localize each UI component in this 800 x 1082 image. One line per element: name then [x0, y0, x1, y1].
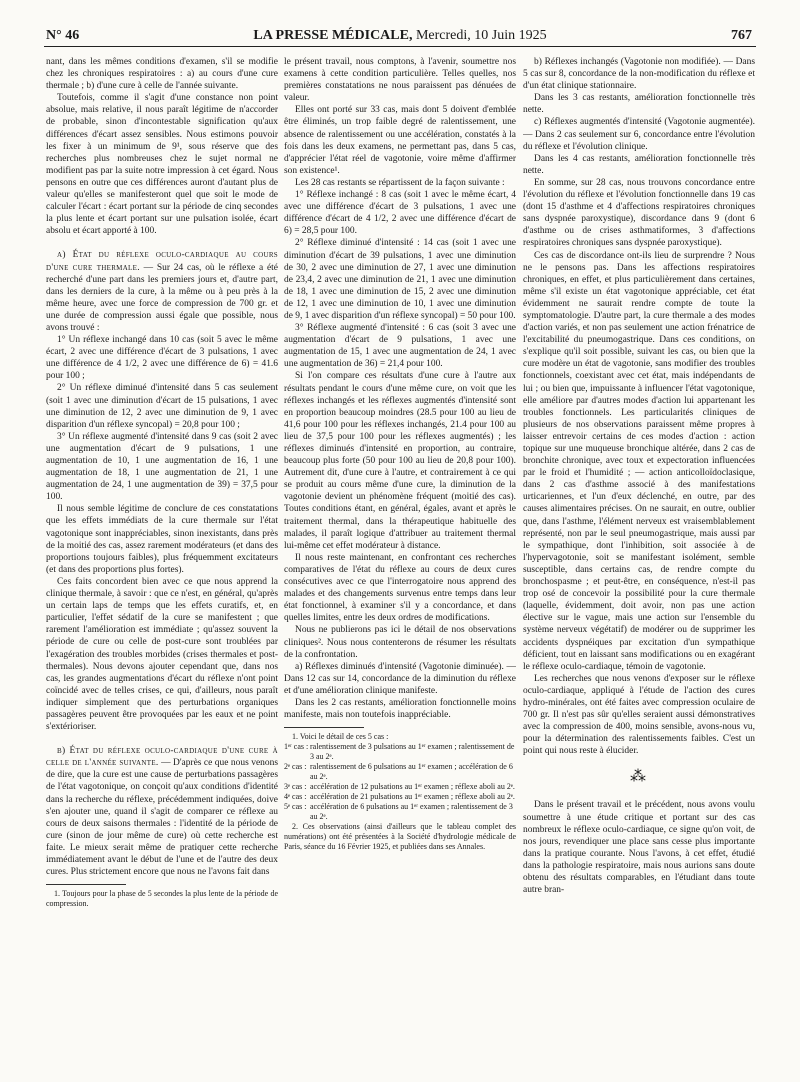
publication-name: LA PRESSE MÉDICALE,	[253, 28, 413, 43]
case-label: 3ᵉ cas :	[284, 782, 307, 792]
page-header	[44, 26, 756, 47]
publication-date: Mercredi, 10 Juin 1925	[412, 28, 547, 43]
paragraph: Il nous semble légitime de conclure de ces constatations que les effets immédiats de la cure thermale sur l'état vagotonique sont inappréciables, sinon inexistants, dans près de la moitié des cas, assez rarement modérateurs (et dans des proportions toujours faibles), plus fréquemment excitateurs (et dans des proportions plus fortes).	[46, 504, 278, 575]
paragraph: Dans le présent travail et le précédent, nous avons voulu soumettre à une étude critique et portant sur des cas nombreux le réflexe oculo-cardiaque, ce signe qu'on voit, de nos jours, revendiquer une place sans cesse plus importante dans la pratique courante. Nous l'avons, à cet effet, étudié dans la pathologie respiratoire, mais nous aurions sans doute obtenu des résultats comparables, en l'étudiant dans toute autre bran-	[523, 800, 755, 896]
paragraph: Dans les 4 cas restants, amélioration fonctionnelle très nette.	[523, 153, 755, 176]
paragraph: Elles ont porté sur 33 cas, mais dont 5 doivent d'emblée être éliminés, un trop faible degré de ralentissement, une absence de ralentissement ou une accélération, constatés à la fois dans les deux examens, ne permettant pas, dans 5 cas, d'apprécier l'état réel de vagotonie, voire même d'affirmer son existence¹.	[284, 105, 516, 176]
case-detail: accélération de 12 pulsations au 1ᵉʳ examen ; réflexe aboli au 2ᵉ.	[310, 782, 515, 792]
paragraph: Dans les 3 cas restants, amélioration fonctionnelle très nette.	[523, 93, 755, 116]
paragraph: Toutefois, comme il s'agit d'une constance non point absolue, mais relative, il nous paraît légitime de n'accorder de probable, sinon d'incontestable signification qu'aux différences d'écart assez sensibles. Nous estimons pouvoir les fixer à un minimum de 9¹, sous réserve que des recherches plus nombreuses chez le sujet normal ne modifient pas par la suite notre impression à cet égard. Nous pensons en outre que ces différences auront d'autant plus de valeur qu'elles se manifesteront quel que soit le mode de calculer l'écart : écart portant sur la période de cinq secondes la plus lente et écart portant sur une pulsation isolée, écart absolu et écart apporté à 100.	[46, 93, 278, 237]
section-paragraph-b	[46, 745, 278, 878]
section-separator-stars: ⁂	[630, 768, 648, 786]
footnote	[284, 732, 516, 852]
footnote-rule	[46, 884, 126, 885]
footnote-text: 1. Toujours pour la phase de 5 secondes la plus lente de la période de compression.	[46, 889, 278, 909]
paragraph-body: — D'après ce que nous venons de dire, que la cure est une cause de perturbations passagères de l'état vagotonique, on conçoit qu'aux conditions d'identité dans la recherche du réflexe, précédemment indiquées, doive s'en ajouter une, quand il s'agit de comparer ce réflexe au cours de deux saisons thermales : l'identité de la période de cure (sinon de jour même de cure) où cette recherche est faite. Le mieux serait même de pratiquer cette recherche immédiatement avant le début de l'une et de l'autre des deux cures. Plus strictement encore que nous ne l'avons fait dans	[46, 758, 278, 878]
footnote-case-row	[284, 792, 516, 802]
footnote-case-row	[284, 782, 516, 792]
case-detail: ralentissement de 6 pulsations au 1ᵉʳ examen ; accélération de 6 au 2ᵉ.	[310, 762, 513, 782]
paragraph: a) Réflexes diminués d'intensité (Vagotonie diminuée). — Dans 12 cas sur 14, concordance de la diminution du réflexe et d'une amélioration clinique manifeste.	[284, 661, 516, 696]
section-heading: a) État du réflexe oculo-cardiaque au cours d'une cure thermale.	[46, 250, 278, 273]
publication-title	[44, 28, 756, 44]
footnote-intro: 1. Voici le détail de ces 5 cas :	[292, 732, 389, 742]
paragraph: 1° Réflexe inchangé : 8 cas (soit 1 avec le même écart, 4 avec une différence d'écart de 3 pulsations, 1 avec une différence d'écart de 4 1/2, 2 avec une différence d'écart de 6) = 28,5 pour 100.	[284, 190, 516, 237]
paragraph: Ces cas de discordance ont-ils lieu de surprendre ? Nous ne le pensons pas. Dans les affections respiratoires chroniques, en effet, et plus particulièrement dans certaines, même s'il existe un état vagotonique appréciable, cet état évidemment ne saurait rendre compte de toute la symptomatologie. D'autre part, la cure thermale a des modes d'action variés, et non pas seulement une action frénatrice de l'excitabilité du pneumogastrique. Dans ces conditions, on s'explique qu'il soit possible, suivant les cas, ou bien que la cure modère un état de vagotonie, sans modifier des troubles fonctionnels, coexistant avec cet état, mais indépendants de lui ; ou bien que, impuissante à influencer l'état vagotonique, elle améliore par d'autres modes d'action lui appartenant les troubles fonctionnels. Les particularités cliniques de plusieurs de nos observations paraissent même propres à laisser entrevoir certains de ces modes d'action : action topique sur une muqueuse bronchique altérée, dans 2 cas de bronchite chronique, avec toux et expectoration influencées par le froid et l'humidité ; — action anticolloïdoclasique, dans 2 cas d'asthme associé à des manifestations urticariennes, et l'un d'eux déclenché, en outre, par des causes alimentaires précises. On ne saurait, en outre, oublier que, dans l'asthme, l'élément nerveux est vraisemblablement représenté, non par le seul pneumogastrique, mais aussi par le sympathique, dont l'inhibition, soit associée à de l'hypervagotonie, soit se manifestant isolément, semble susceptible, dans certains cas, de rendre compte du bronchospasme ; et peut-être, en conséquence, n'est-il pas trop osé de concevoir la possibilité pour la cure thermale (laquelle, évidemment, doit avoir, non pas une action élective sur le vague, mais une action sur l'ensemble du système nerveux végétatif) de modérer ou de supprimer les accidents dyspnéiques par excitation d'un sympathique déficient, tout en laissant sans modifications ou en exagérant le réflexe oculo-cardiaque, témoin de vagotonie.	[523, 250, 755, 672]
paragraph: En somme, sur 28 cas, nous trouvons concordance entre l'évolution du réflexe et l'évolution fonctionnelle dans 19 cas (dont 15 d'asthme et 4 d'affections respiratoires chroniques sans dyspnée paroxystique), discordance dans 9 (dont 6 d'asthme ou de crises asthmatiformes, 3 d'affections respiratoires chroniques sans dyspnée paroxystique).	[523, 177, 755, 249]
case-detail: ralentissement de 3 pulsations au 1ᵉʳ examen ; ralentissement de 3 au 2ᵉ.	[310, 742, 515, 762]
paragraph: 2° Un réflexe diminué d'intensité dans 5 cas seulement (soit 1 avec une diminution d'écart de 15 pulsations, 1 avec une diminution de 12, 2 avec une diminution de 9, 1 avec disparition d'un réflexe syncopal) = 20,8 pour 100 ;	[46, 383, 278, 430]
section-heading: b) État du réflexe oculo-cardiaque d'une cure à celle de l'année suivante.	[46, 746, 278, 769]
footnote	[46, 889, 278, 909]
footnote-case-row	[284, 742, 516, 762]
paragraph: 1° Un réflexe inchangé dans 10 cas (soit 5 avec le même écart, 2 avec une différence d'écart de 3 pulsations, 1 avec une différence de 4 1/2, 2 avec une différence de 6) = 41.6 pour 100 ;	[46, 335, 278, 382]
paragraph: Nous ne publierons pas ici le détail de nos observations cliniques². Nous nous contenterons de résumer les résultats de la confrontation.	[284, 625, 516, 660]
case-detail: accélération de 21 pulsations au 1ᵉʳ examen ; réflexe aboli au 2ᵉ.	[310, 792, 515, 802]
paragraph: Dans les 2 cas restants, amélioration fonctionnelle moins manifeste, mais non toutefois inappréciable.	[284, 697, 516, 721]
footnote-case-row	[284, 802, 516, 822]
column-middle	[284, 56, 516, 1056]
column-left	[46, 56, 278, 1056]
paragraph-body: — Sur 24 cas, où le réflexe a été recherché d'une part dans les premiers jours et, d'autre part, dans les derniers de la cure, à la même ou à peu près à la même heure, avec une force de compression de 700 gr. et une durée de compression aussi égale que possible, nous avons trouvé :	[46, 262, 278, 333]
case-label: 2ᵉ cas :	[284, 762, 307, 772]
paragraph: 3° Réflexe augmenté d'intensité : 6 cas (soit 3 avec une augmentation d'écart de 9 pulsations, 1 avec une augmentation de 15, 1 avec une augmentation de 24, 1 avec une augmentation de 36) = 21,4 pour 100.	[284, 323, 516, 370]
paragraph: Ces faits concordent bien avec ce que nous apprend la clinique thermale, à savoir : que ce n'est, en général, qu'après un certain laps de temps que les effets curatifs, et, en particulier, l'effet sédatif de la cure se manifestent ; que rarement l'amélioration est immédiate ; qu'assez souvent la période de cure ou celle de post-cure sont troublées par l'exagération des troubles morbides (crises thermales et post-thermales). Nous devons ajouter cependant que, dans nos cas, les grandes augmentations d'écart du réflexe n'ont point coïncidé avec de telles crises, ce qui, d'ailleurs, nous paraît indiquer simplement que des perturbations organiques passagères peuvent être provoquées par les eaux et ne point s'extérioriser.	[46, 576, 278, 733]
case-label: 1ᵉʳ cas :	[284, 742, 309, 752]
paragraph: le présent travail, nous comptons, à l'avenir, soumettre nos examens à cette condition particulière. Telles quelles, nos premières constatations ne nous paraissent pas dénuées de valeur.	[284, 57, 516, 104]
paragraph: Il nous reste maintenant, en confrontant ces recherches comparatives de l'état du réflexe au cours de deux cures consécutives avec ce que l'interrogatoire nous apprend des malades et des changements survenus entre temps dans leur état fonctionnel, à examiner s'il y a concordance, et dans quelles limites, entre les deux ordres de modifications.	[284, 552, 516, 624]
issue-number: N° 46	[46, 28, 80, 43]
case-detail: accélération de 6 pulsations au 1ᵉʳ examen ; ralentissement de 3 au 2ᵉ.	[310, 802, 513, 822]
paragraph: Si l'on compare ces résultats d'une cure à l'autre aux résultats pendant le cours d'une même cure, on voit que les réflexes inchangés et les réflexes augmentés d'intensité sont en proportion beaucoup moindres (28.5 pour 100 au lieu de 41,6 pour 100 pour les réflexes inchangés, 21.4 pour 100 au lieu de 37,5 pour 100 pour les réflexes augmentés) ; les réflexes diminués d'intensité en proportion, au contraire, beaucoup plus forte (50 pour 100 au lieu de 20,8 pour 100). Autrement dit, d'une cure à l'autre, et contrairement à ce qui se produit au cours même d'une cure, la diminution de la vagotonie devient un phénomène fréquent (moitié des cas). Toutes conditions étant, en général, égales, avant et après le traitement thermal, dans la thérapeutique habituelle des malades, il paraît logique d'attribuer au traitement thermal lui-même cet effet modérateur à distance.	[284, 371, 516, 551]
paragraph: Les recherches que nous venons d'exposer sur le réflexe oculo-cardiaque, appliqué à l'étude de l'action des cures hydro-minérales, ont été faites avec compression oculaire de 700 gr. Il n'est pas sûr qu'elles seraient aussi démonstratives avec la compression de 400, moins sensible, avons-nous vu, pour la détermination des ralentissements faibles. C'est un point qui nous reste à élucider.	[523, 673, 755, 757]
column-right	[523, 56, 755, 1064]
page-number: 767	[731, 28, 752, 43]
case-label: 5ᵉ cas :	[284, 802, 307, 812]
section-paragraph-a	[46, 249, 278, 334]
footnote-case-row	[284, 762, 516, 782]
paragraph: nant, dans les mêmes conditions d'examen, s'il se modifie chez les chroniques respiratoires : a) au cours d'une cure thermale ; b) d'une cure à celle de l'année suivante.	[46, 57, 278, 92]
footnote-case-list	[284, 742, 516, 822]
paragraph: c) Réflexes augmentés d'intensité (Vagotonie augmentée). — Dans 2 cas seulement sur 6, concordance entre l'évolution du réflexe et l'évolution clinique.	[523, 117, 755, 152]
paragraph: 3° Un réflexe augmenté d'intensité dans 9 cas (soit 2 avec une augmentation d'écart de 9 pulsations, 1 une augmentation de 10, 1 une augmentation de 16, 1 une augmentation de 18, 1 une augmentation de 21, 1 une augmentation de 24, 1 une augmentation de 39) = 37,5 pour 100.	[46, 431, 278, 503]
footnote-text: 2. Ces observations (ainsi d'ailleurs que le tableau complet des numérations) ont été présentées à la Société d'hydrologie médicale de Paris, séance du 16 Février 1925, et publiées dans ses Annales.	[284, 822, 516, 852]
paragraph: Les 28 cas restants se répartissent de la façon suivante :	[295, 177, 505, 188]
paragraph: b) Réflexes inchangés (Vagotonie non modifiée). — Dans 5 cas sur 8, concordance de la non-modification du réflexe et d'un état clinique stationnaire.	[523, 57, 755, 92]
footnote-rule	[284, 727, 364, 728]
case-label: 4ᵉ cas :	[284, 792, 307, 802]
paragraph: 2° Réflexe diminué d'intensité : 14 cas (soit 1 avec une diminution d'écart de 39 pulsations, 1 avec une diminution de 30, 2 avec une diminution de 27, 1 avec une diminution de 23,4, 2 avec une diminution de 21, 1 avec une diminution de 18, 1 avec une diminution de 15, 2 avec une diminution de 12, 1 avec une diminution de 10, 1 avec une diminution de 9, 1 avec disparition d'un réflexe syncopal) = 50 pour 100.	[284, 238, 516, 321]
